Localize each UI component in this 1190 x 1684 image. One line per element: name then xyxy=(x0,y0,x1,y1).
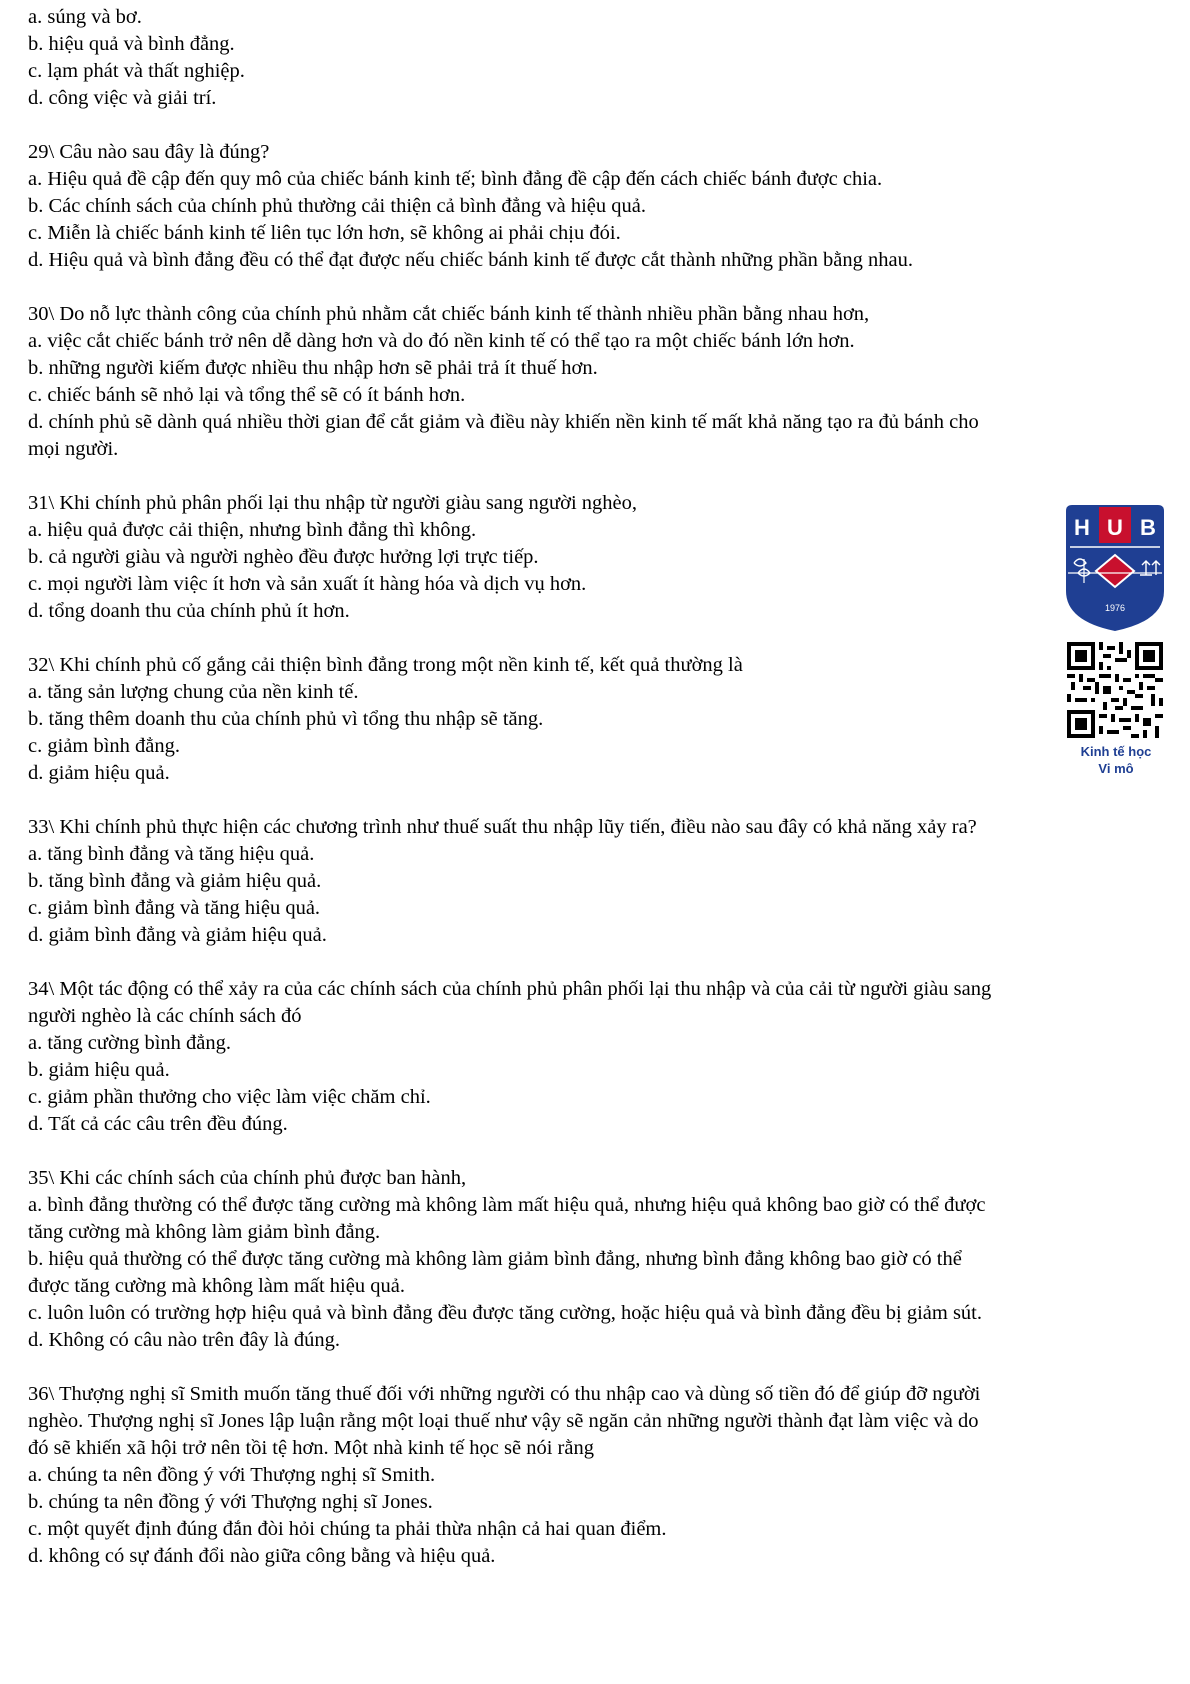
option-line: b. cả người giàu và người nghèo đều được hưởng lợi trực tiếp. xyxy=(28,546,539,568)
option-line: d. giảm hiệu quả. xyxy=(28,762,170,784)
option-line: c. luôn luôn có trường hợp hiệu quả và bình đẳng đều được tăng cường, hoặc hiệu quả và bình đẳng đều bị giảm sút. xyxy=(28,1302,983,1324)
svg-text:B: B xyxy=(1140,515,1156,540)
option-line: d. chính phủ sẽ dành quá nhiều thời gian để cắt giảm và điều này khiến nền kinh tế mất khả năng tạo ra đủ bánh cho xyxy=(28,411,979,433)
option-line: c. một quyết định đúng đắn đòi hỏi chúng ta phải thừa nhận cả hai quan điểm. xyxy=(28,1518,667,1540)
option-line: c. giảm bình đẳng và tăng hiệu quả. xyxy=(28,897,321,919)
option-line: d. công việc và giải trí. xyxy=(28,87,217,109)
option-line: a. chúng ta nên đồng ý với Thượng nghị sĩ Smith. xyxy=(28,1464,436,1486)
option-line: c. mọi người làm việc ít hơn và sản xuất ít hàng hóa và dịch vụ hơn. xyxy=(28,573,587,595)
option-line: b. hiệu quả và bình đẳng. xyxy=(28,33,235,55)
question-line: đó sẽ khiến xã hội trở nên tồi tệ hơn. Một nhà kinh tế học sẽ nói rằng xyxy=(28,1437,594,1459)
option-line: a. súng và bơ. xyxy=(28,6,142,28)
svg-text:U: U xyxy=(1107,515,1123,540)
option-line: b. hiệu quả thường có thể được tăng cường mà không làm giảm bình đẳng, nhưng bình đẳng không bao giờ có thể xyxy=(28,1248,962,1270)
option-line: d. Hiệu quả và bình đẳng đều có thể đạt được nếu chiếc bánh kinh tế được cắt thành những phần bằng nhau. xyxy=(28,249,914,271)
question-line: 35\ Khi các chính sách của chính phủ được ban hành, xyxy=(28,1167,467,1189)
option-line: a. Hiệu quả đề cập đến quy mô của chiếc bánh kinh tế; bình đẳng đề cập đến cách chiếc bánh được chia. xyxy=(28,168,883,190)
option-line: c. giảm bình đẳng. xyxy=(28,735,181,757)
option-line: được tăng cường mà không làm mất hiệu quả. xyxy=(28,1275,405,1297)
option-line: b. giảm hiệu quả. xyxy=(28,1059,170,1081)
option-line: a. tăng cường bình đẳng. xyxy=(28,1032,231,1054)
question-line: nghèo. Thượng nghị sĩ Jones lập luận rằng một loại thuế như vậy sẽ ngăn cản những người thành đạt làm việc và do xyxy=(28,1410,979,1432)
option-line: a. tăng bình đẳng và tăng hiệu quả. xyxy=(28,843,315,865)
question-line: 30\ Do nỗ lực thành công của chính phủ nhằm cắt chiếc bánh kinh tế thành nhiều phần bằng nhau hơn, xyxy=(28,303,870,325)
question-line: 34\ Một tác động có thể xảy ra của các chính sách của chính phủ phân phối lại thu nhập và của cải từ người giàu sang xyxy=(28,978,992,1000)
question-line: 33\ Khi chính phủ thực hiện các chương trình như thuế suất thu nhập lũy tiến, điều nào sau đây có khả năng xảy ra? xyxy=(28,816,977,838)
logo-caption-subtitle: Vi mô xyxy=(1098,761,1134,776)
option-line: a. bình đẳng thường có thể được tăng cường mà không làm mất hiệu quả, nhưng hiệu quả không bao giờ có thể được xyxy=(28,1194,986,1216)
option-line: c. chiếc bánh sẽ nhỏ lại và tổng thể sẽ có ít bánh hơn. xyxy=(28,384,466,406)
option-line: c. giảm phần thưởng cho việc làm việc chăm chỉ. xyxy=(28,1086,431,1108)
option-line: b. những người kiếm được nhiều thu nhập hơn sẽ phải trả ít thuế hơn. xyxy=(28,357,598,379)
hub-logo-icon xyxy=(1062,503,1168,633)
option-line: d. tổng doanh thu của chính phủ ít hơn. xyxy=(28,600,350,622)
option-line: b. tăng bình đẳng và giảm hiệu quả. xyxy=(28,870,322,892)
option-line: mọi người. xyxy=(28,438,119,460)
option-line: c. lạm phát và thất nghiệp. xyxy=(28,60,245,82)
option-line: c. Miễn là chiếc bánh kinh tế liên tục lớn hơn, sẽ không ai phải chịu đói. xyxy=(28,222,621,244)
option-line: b. chúng ta nên đồng ý với Thượng nghị sĩ Jones. xyxy=(28,1491,433,1513)
option-line: d. giảm bình đẳng và giảm hiệu quả. xyxy=(28,924,327,946)
option-line: d. không có sự đánh đổi nào giữa công bằng và hiệu quả. xyxy=(28,1545,496,1567)
question-line: 32\ Khi chính phủ cố gắng cải thiện bình đẳng trong một nền kinh tế, kết quả thường là xyxy=(28,654,743,676)
question-line: 36\ Thượng nghị sĩ Smith muốn tăng thuế đối với những người có thu nhập cao và dùng số tiền đó để giúp đỡ người xyxy=(28,1383,981,1405)
question-line: 31\ Khi chính phủ phân phối lại thu nhập từ người giàu sang người nghèo, xyxy=(28,492,638,514)
logo-caption-title: Kinh tế học xyxy=(1080,744,1152,759)
option-line: tăng cường mà không làm giảm bình đẳng. xyxy=(28,1221,381,1243)
option-line: a. hiệu quả được cải thiện, nhưng bình đẳng thì không. xyxy=(28,519,477,541)
qr-code-icon xyxy=(1067,642,1163,738)
option-line: d. Tất cả các câu trên đều đúng. xyxy=(28,1113,288,1135)
question-line: người nghèo là các chính sách đó xyxy=(28,1005,302,1027)
option-line: b. tăng thêm doanh thu của chính phủ vì tổng thu nhập sẽ tăng. xyxy=(28,708,544,730)
option-line: d. Không có câu nào trên đây là đúng. xyxy=(28,1329,340,1351)
option-line: a. tăng sản lượng chung của nền kinh tế. xyxy=(28,681,359,703)
question-line: 29\ Câu nào sau đây là đúng? xyxy=(28,141,270,163)
option-line: b. Các chính sách của chính phủ thường cải thiện cả bình đẳng và hiệu quả. xyxy=(28,195,646,217)
svg-text:H: H xyxy=(1074,515,1090,540)
option-line: a. việc cắt chiếc bánh trở nên dễ dàng hơn và do đó nền kinh tế có thể tạo ra một chiếc bánh lớn hơn. xyxy=(28,330,855,352)
svg-text:1976: 1976 xyxy=(1104,603,1126,613)
